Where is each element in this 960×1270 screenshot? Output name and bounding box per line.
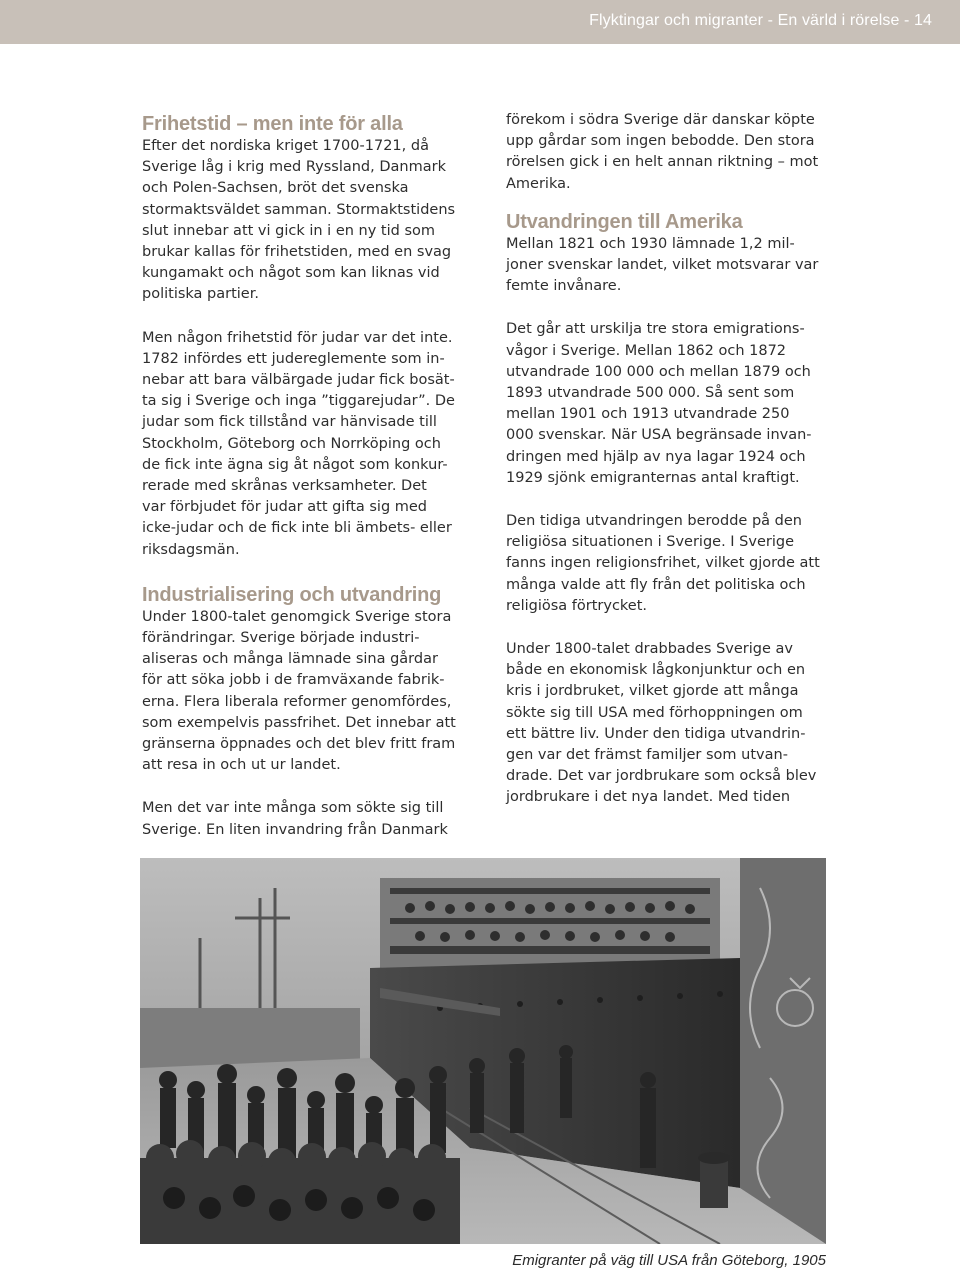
- page-header-bar: [0, 0, 960, 44]
- paragraph-industrialisering-2: [142, 798, 472, 840]
- text-line: gränserna öppnades och det blev fritt fram: [142, 736, 456, 753]
- paragraph-frihetstid-2: [142, 328, 472, 561]
- text-line: både en ekonomisk lågkonjunktur och en: [506, 662, 806, 679]
- text-line: aliseras och många lämnade sina gårdar: [142, 651, 438, 668]
- text-line: Efter det nordiska kriget 1700-1721, då: [142, 138, 429, 154]
- text-line: politiska partier.: [142, 286, 259, 303]
- text-line: Men någon frihetstid för judar var det inte.: [142, 329, 453, 346]
- text-line: femte invånare.: [506, 278, 622, 295]
- text-line: förändringar. Sverige började industri-: [142, 630, 420, 647]
- text-line: var förbjudet för judar att gifta sig med: [142, 499, 428, 516]
- photo-illustration: [140, 858, 826, 1244]
- text-line: upp gårdar som ingen bebodde. Den stora: [506, 133, 815, 150]
- text-line: förekom i södra Sverige där danskar köpte: [506, 112, 815, 128]
- text-line: Sverige låg i krig med Ryssland, Danmark: [142, 159, 446, 176]
- text-line: utvandrade 100 000 och mellan 1879 och: [506, 363, 811, 380]
- text-line: joner svenskar landet, vilket motsvarar var: [506, 257, 819, 274]
- text-line: drade. Det var jordbrukare som också blev: [506, 768, 817, 785]
- paragraph-industrialisering-1: [142, 607, 472, 777]
- text-line: gen var det främst familjer som utvan-: [506, 747, 788, 764]
- paragraph-utvandringen-3: [506, 511, 836, 617]
- text-line: Den tidiga utvandringen berodde på den: [506, 513, 802, 530]
- text-line: ett bättre liv. Under den tidiga utvandrin-: [506, 725, 806, 742]
- emigrant-harbour-photo: [140, 858, 826, 1244]
- page-header-title: Flyktingar och migranter - En värld i rörelse - 14: [589, 12, 932, 29]
- text-line: slut innebar att vi gick in i en ny tid som: [142, 222, 435, 239]
- text-line: ta sig i Sverige och inga ”tiggarejudar”. De: [142, 393, 455, 410]
- text-line: judar som fick tillstånd var hänvisade till: [142, 414, 437, 431]
- text-line: för att söka jobb i de framväxande fabrik-: [142, 672, 445, 689]
- text-line: icke-judar och de fick inte bli ämbets- eller: [142, 520, 452, 537]
- text-line: brukar kallas för frihetstiden, med en svag: [142, 244, 452, 261]
- text-line: Mellan 1821 och 1930 lämnade 1,2 mil-: [506, 235, 795, 252]
- text-line: Under 1800-talet genomgick Sverige stora: [142, 608, 452, 625]
- text-line: 1893 utvandrade 500 000. Så sent som: [506, 385, 795, 402]
- text-line: att resa in och ut ur landet.: [142, 757, 341, 774]
- left-column: [142, 112, 472, 841]
- text-line: Under 1800-talet drabbades Sverige av: [506, 641, 793, 658]
- text-line: Det går att urskilja tre stora emigrations-: [506, 321, 805, 338]
- text-line: fanns ingen religionsfrihet, vilket gjorde att: [506, 555, 820, 572]
- paragraph-utvandringen-1: [506, 234, 836, 298]
- text-line: dringen med hjälp av nya lagar 1924 och: [506, 448, 806, 465]
- right-column: [506, 110, 836, 809]
- text-line: kungamakt och något som kan liknas vid: [142, 265, 440, 282]
- text-line: rörelsen gick i en helt annan riktning – mot: [506, 154, 819, 171]
- section-heading-utvandringen: Utvandringen till Amerika: [506, 210, 743, 233]
- text-line: religiösa förtrycket.: [506, 597, 648, 614]
- text-line: erna. Flera liberala reformer genomfördes,: [142, 693, 452, 710]
- text-line: 1782 infördes ett judereglemente som in-: [142, 350, 445, 367]
- text-line: vågor i Sverige. Mellan 1862 och 1872: [506, 342, 787, 359]
- paragraph-frihetstid-1: [142, 136, 472, 306]
- text-line: riksdagsmän.: [142, 541, 240, 558]
- text-line: mellan 1901 och 1913 utvandrade 250: [506, 406, 790, 423]
- text-line: sökte sig till USA med förhoppningen om: [506, 704, 803, 721]
- text-line: nebar att bara välbärgade judar fick bosät-: [142, 372, 455, 389]
- text-line: rerade med skrånas verksamheter. Det: [142, 478, 427, 495]
- paragraph-utvandringen-4: [506, 639, 836, 809]
- text-line: Amerika.: [506, 175, 571, 192]
- text-line: 1929 sjönk emigranternas antal kraftigt.: [506, 469, 800, 486]
- text-line: religiösa situationen i Sverige. I Sverige: [506, 534, 794, 551]
- photo-caption: Emigranter på väg till USA från Göteborg, 1905: [512, 1252, 826, 1269]
- text-line: Stockholm, Göteborg och Norrköping och: [142, 435, 441, 452]
- text-line: många valde att fly från det politiska och: [506, 576, 806, 593]
- text-line: stormaktsväldet samman. Stormaktstidens: [142, 201, 456, 218]
- text-line: Men det var inte många som sökte sig till: [142, 800, 444, 817]
- section-heading-frihetstid: Frihetstid – men inte för alla: [142, 113, 403, 135]
- text-line: de fick inte ägna sig åt något som konkur-: [142, 456, 448, 473]
- paragraph-utvandringen-2: [506, 319, 836, 489]
- text-line: Sverige. En liten invandring från Danmark: [142, 821, 448, 838]
- text-line: 000 svenskar. När USA begränsade invan-: [506, 427, 812, 444]
- text-line: kris i jordbruket, vilket gjorde att många: [506, 683, 799, 700]
- text-line: jordbrukare i det nya landet. Med tiden: [506, 789, 791, 806]
- section-heading-industrialisering: Industrialisering och utvandring: [142, 583, 442, 606]
- paragraph-intro: [506, 110, 836, 195]
- text-line: och Polen-Sachsen, bröt det svenska: [142, 180, 409, 197]
- text-line: som exempelvis passfrihet. Det innebar att: [142, 714, 456, 731]
